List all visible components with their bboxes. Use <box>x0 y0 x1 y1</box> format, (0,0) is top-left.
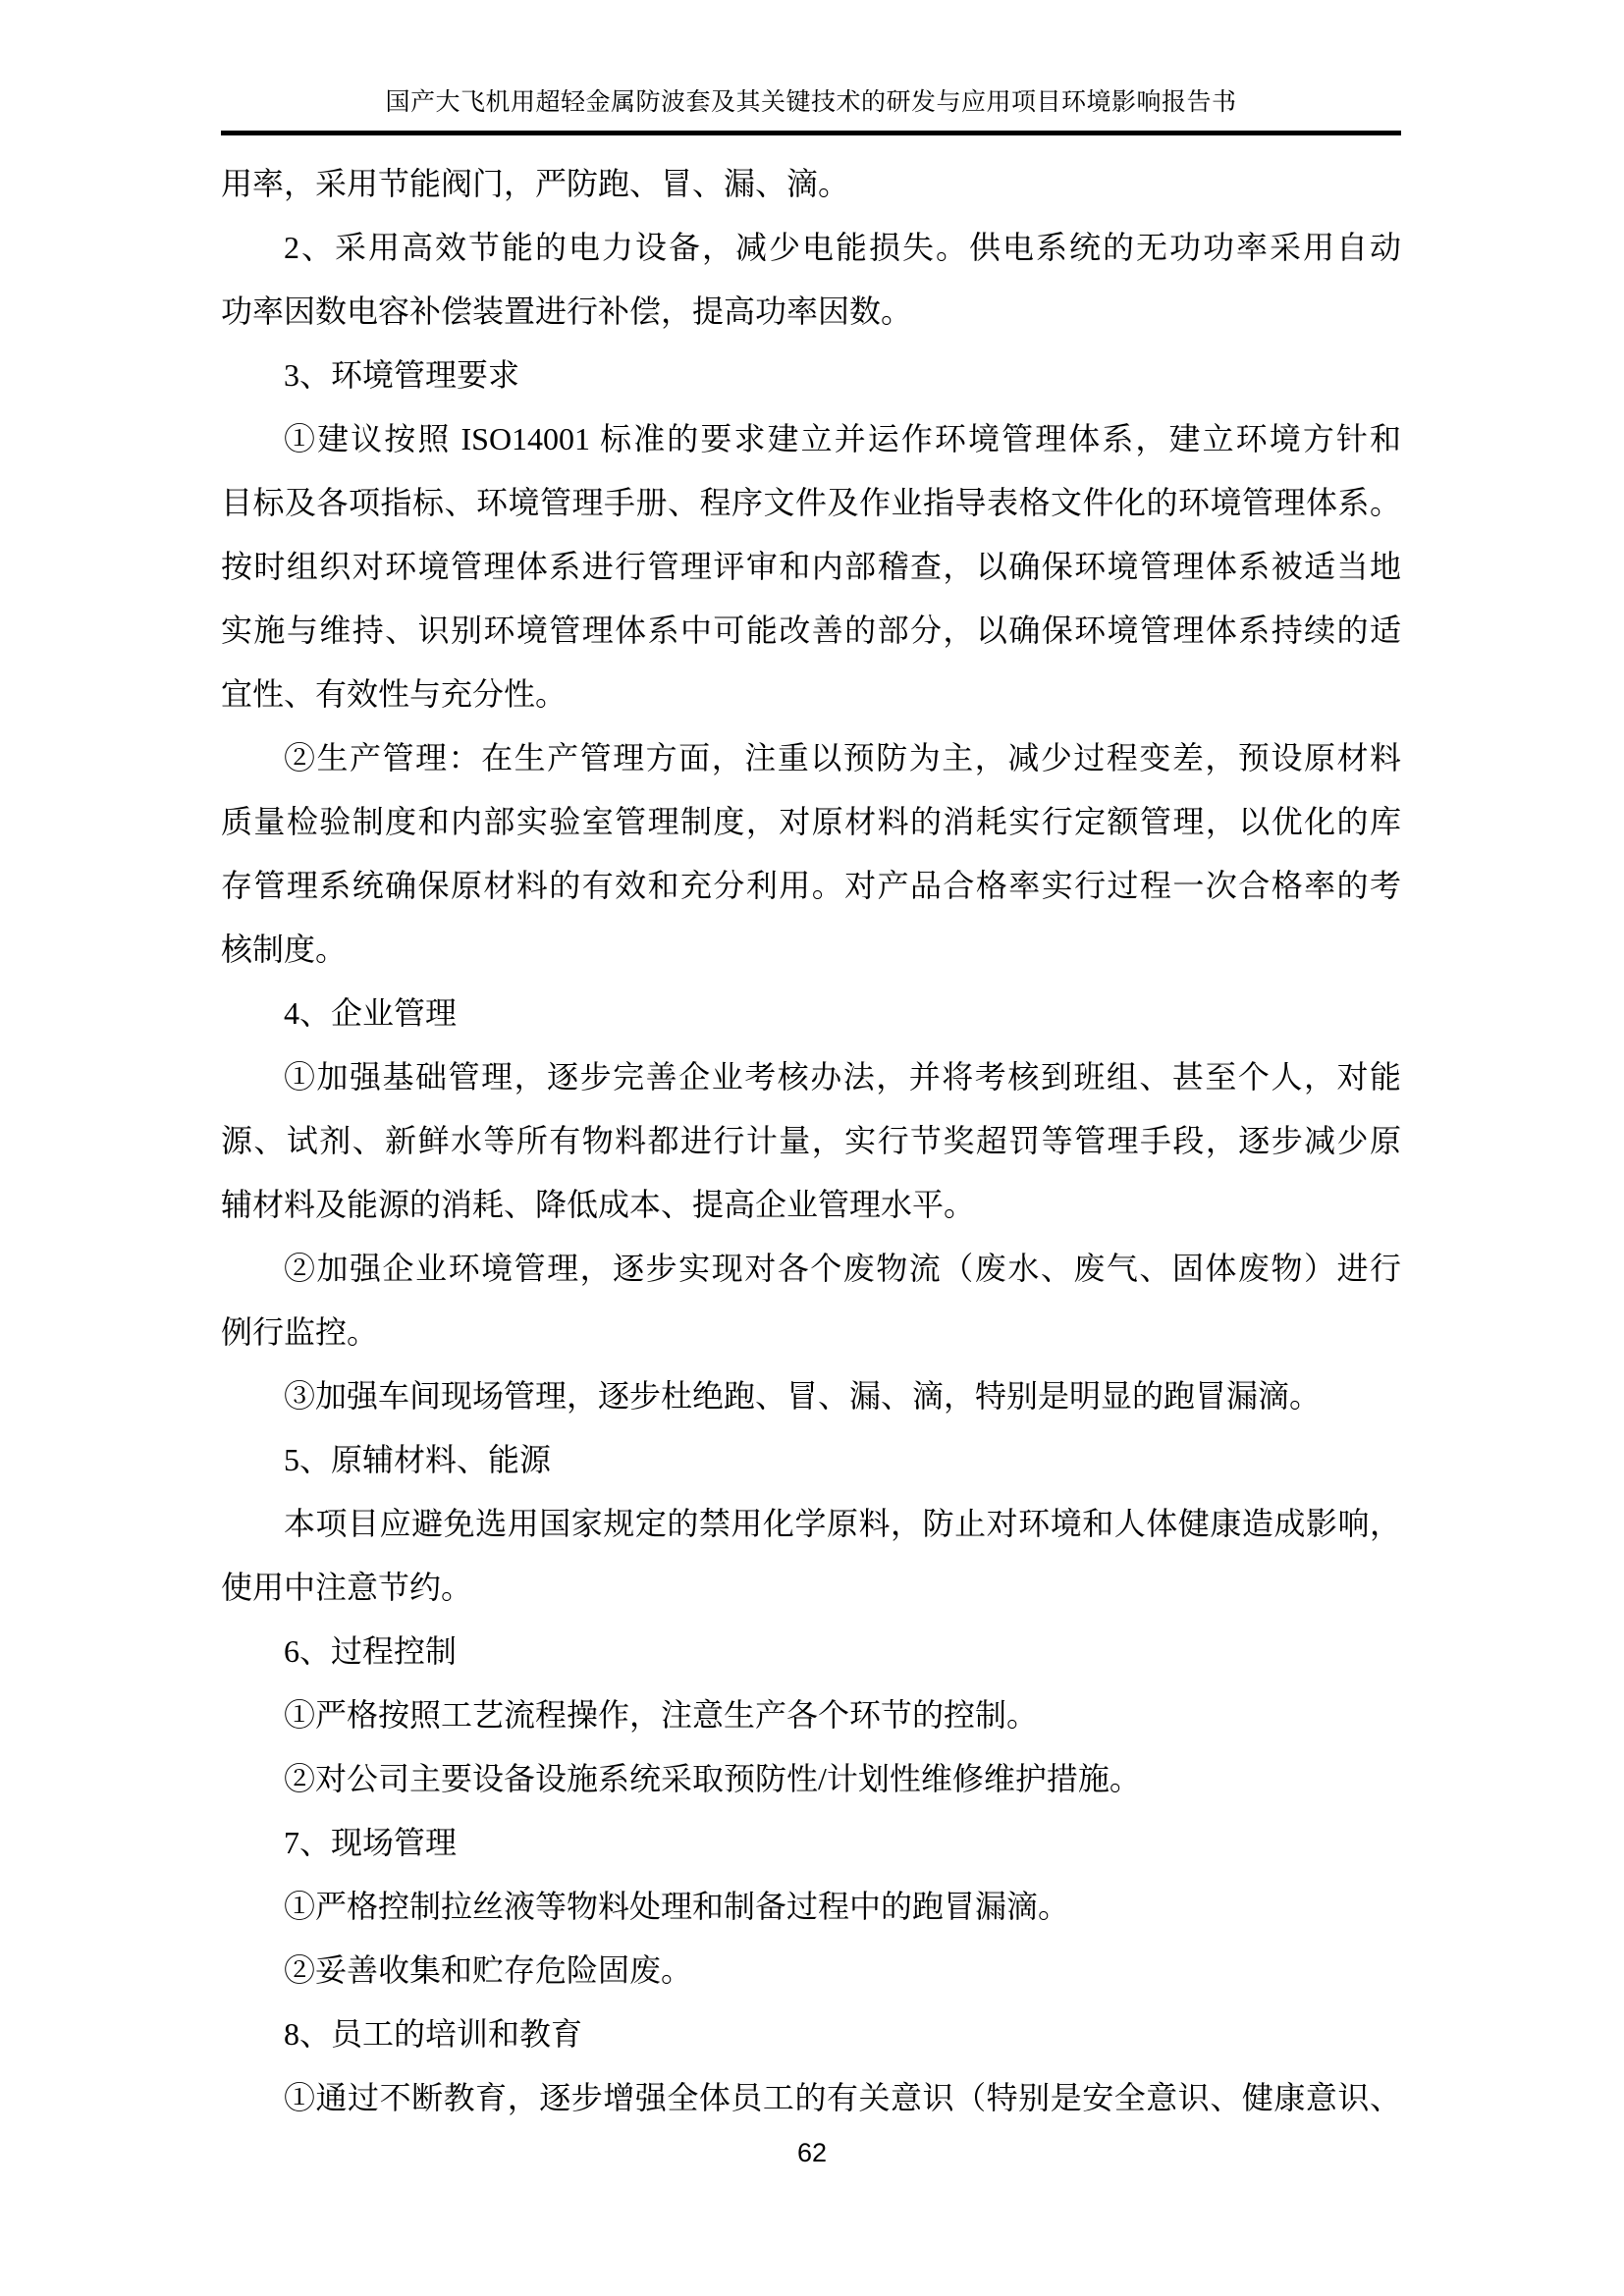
text-line: 功率因数电容补偿装置进行补偿，提高功率因数。 <box>221 294 913 329</box>
text-line: ①严格控制拉丝液等物料处理和制备过程中的跑冒漏滴。 <box>284 1889 1070 1924</box>
page-number: 62 <box>796 2138 828 2167</box>
text-line: ②生产管理：在生产管理方面，注重以预防为主，减少过程变差，预设原材料 <box>284 740 1401 775</box>
text-line: ①严格按照工艺流程操作，注意生产各个环节的控制。 <box>284 1697 1039 1733</box>
text-line: ②加强企业环境管理，逐步实现对各个废物流（废水、废气、固体废物）进行 <box>284 1251 1401 1286</box>
text-line: 实施与维持、识别环境管理体系中可能改善的部分，以确保环境管理体系持续的适 <box>221 613 1401 648</box>
header-rule <box>221 131 1401 135</box>
text-line: 辅材料及能源的消耗、降低成本、提高企业管理水平。 <box>221 1187 976 1222</box>
text-line: ①建议按照 ISO14001 标准的要求建立并运作环境管理体系，建立环境方针和 <box>284 421 1401 456</box>
report-title: 国产大飞机用超轻金属防波套及其关键技术的研发与应用项目环境影响报告书 <box>385 89 1237 116</box>
text-line: 例行监控。 <box>221 1314 379 1350</box>
text-line: 6、过程控制 <box>284 1633 458 1669</box>
text-line: 核制度。 <box>221 932 348 967</box>
text-line: 质量检验制度和内部实验室管理制度，对原材料的消耗实行定额管理，以优化的库 <box>221 804 1401 839</box>
text-line: 存管理系统确保原材料的有效和充分利用。对产品合格率实行过程一次合格率的考 <box>221 868 1401 903</box>
text-line: 用率，采用节能阀门，严防跑、冒、漏、滴。 <box>221 166 850 201</box>
text-line: 8、员工的培训和教育 <box>284 2016 583 2052</box>
text-line: ②对公司主要设备设施系统采取预防性/计划性维修维护措施。 <box>284 1761 1141 1796</box>
text-line: ②妥善收集和贮存危险固废。 <box>284 1952 693 1988</box>
document-body <box>221 152 1401 2130</box>
text-line: 7、现场管理 <box>284 1825 458 1860</box>
text-line: ③加强车间现场管理，逐步杜绝跑、冒、漏、滴，特别是明显的跑冒漏滴。 <box>284 1378 1322 1414</box>
text-line: ①通过不断教育，逐步增强全体员工的有关意识（特别是安全意识、健康意识、 <box>284 2080 1401 2115</box>
text-line: 5、原辅材料、能源 <box>284 1442 552 1477</box>
text-line: 2、采用高效节能的电力设备，减少电能损失。供电系统的无功功率采用自动 <box>284 230 1401 265</box>
text-line: 本项目应避免选用国家规定的禁用化学原料，防止对环境和人体健康造成影响， <box>284 1506 1401 1541</box>
text-line: 使用中注意节约。 <box>221 1570 473 1605</box>
text-line: 3、环境管理要求 <box>284 357 520 393</box>
text-line: 目标及各项指标、环境管理手册、程序文件及作业指导表格文件化的环境管理体系。 <box>221 485 1401 520</box>
text-line: 4、企业管理 <box>284 995 458 1031</box>
text-line: 宜性、有效性与充分性。 <box>221 676 568 712</box>
text-line: 源、试剂、新鲜水等所有物料都进行计量，实行节奖超罚等管理手段，逐步减少原 <box>221 1123 1401 1158</box>
text-line: ①加强基础管理，逐步完善企业考核办法，并将考核到班组、甚至个人，对能 <box>284 1059 1401 1095</box>
text-line: 按时组织对环境管理体系进行管理评审和内部稽查，以确保环境管理体系被适当地 <box>221 549 1401 584</box>
